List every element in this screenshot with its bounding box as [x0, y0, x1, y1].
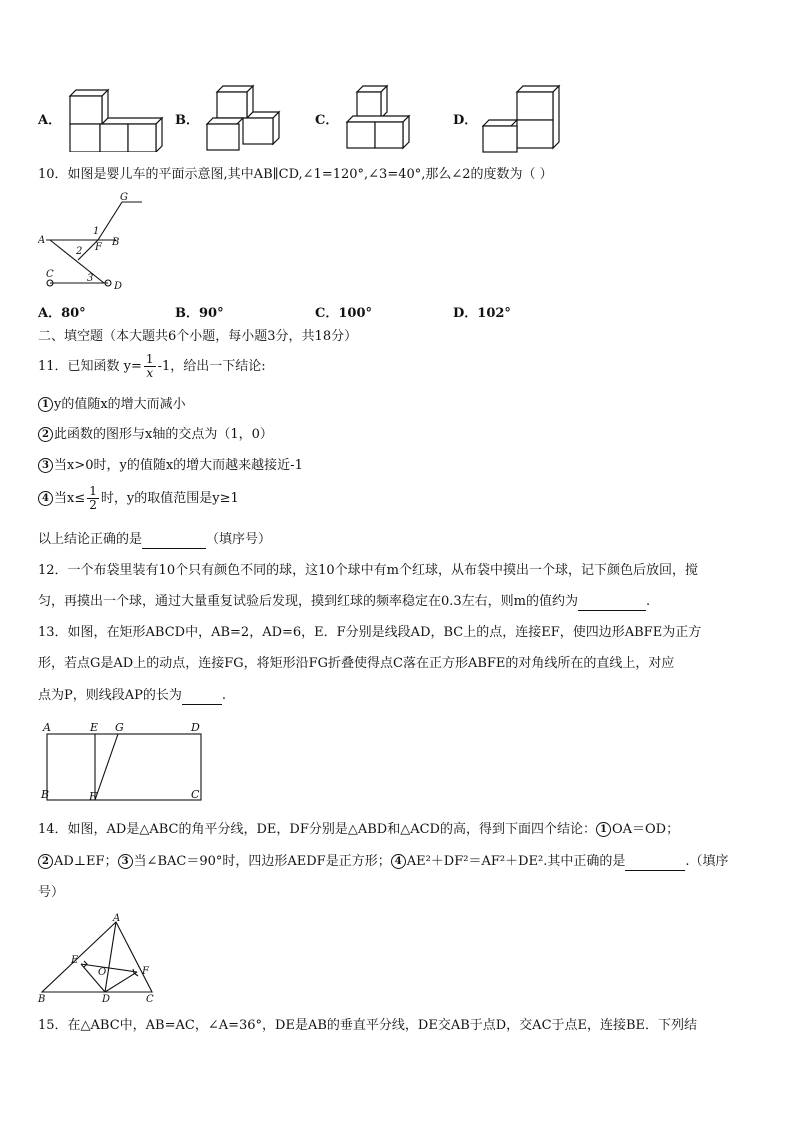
- q12-line-1: 12．一个布袋里装有10个只有颜色不同的球，这10个球中有m个红球，从布袋中摸出一个球，记下颜色后放回，搅: [38, 563, 698, 578]
- q10-label-c: C: [46, 269, 54, 280]
- q10-option-a: A．80°: [38, 306, 86, 321]
- q9-option-b-cubes: [203, 84, 283, 152]
- q14-line-1: 14．如图，AD是△ABC的角平分线，DE，DF分别是△ABD和△ACD的高，得到下面四个结论： 1 OA＝OD；: [38, 822, 680, 837]
- q13-line-1: 13．如图，在矩形ABCD中，AB=2，AD=6，E．F分别是线段AD，BC上的点，连接EF，使四边形ABFE为正方: [38, 625, 702, 640]
- q11-stem: [38, 351, 266, 383]
- q13-line-3: 点为P，则线段AP的长为 .: [38, 688, 227, 703]
- q13-rectangle-figure: [38, 720, 210, 806]
- q9-option-b-label: B．: [175, 113, 199, 128]
- q10-label-d: D: [114, 281, 123, 292]
- q13-line-2: 形，若点G是AD上的动点，连接FG，将矩形沿FG折叠使得点C落在正方形ABFE的对角线所在的直线上，对应: [38, 656, 675, 671]
- q14-label-a: A: [113, 913, 121, 924]
- q12-line-2: 匀，再摸出一个球，通过大量重复试验后发现，摸到红球的频率稳定在0.3左右，则m的值约为 .: [38, 594, 651, 609]
- q11-answer-blank[interactable]: [142, 530, 206, 549]
- q10-stem: 10．如图是婴儿车的平面示意图,其中AB∥CD,∠1=120°,∠3=40°,那么∠2的度数为（ ）: [38, 167, 553, 182]
- q9-option-c-label: C．: [315, 113, 339, 128]
- q10-label-3: 3: [87, 273, 94, 284]
- q13-answer-blank[interactable]: [182, 686, 222, 705]
- q11-conclusion-3: 3 当x>0时，y的值随x的增大而越来越接近-1: [38, 457, 303, 475]
- q10-label-b: B: [112, 237, 120, 248]
- q14-label-f: F: [142, 966, 149, 977]
- q14-label-c: C: [146, 994, 154, 1004]
- q10-label-g: G: [120, 192, 128, 203]
- q13-label-d: D: [191, 721, 200, 734]
- q15-line-1: 15．在△ABC中，AB=AC，∠A=36°，DE是AB的垂直平分线，DE交AB于点D，交AC于点E，连接BE．下列结: [38, 1018, 698, 1033]
- q10-stroller-figure: [38, 190, 148, 294]
- q9-option-d-label: D．: [453, 113, 478, 128]
- q11-fraction: $\frac{1}{x}$: [145, 352, 154, 380]
- q14-triangle-figure: [36, 912, 162, 1004]
- q13-label-a: A: [43, 721, 51, 734]
- q12-answer-blank[interactable]: [578, 592, 646, 611]
- q10-option-c: C．100°: [315, 306, 372, 321]
- q10-option-d: D．102°: [453, 306, 511, 321]
- q10-label-a: A: [38, 235, 46, 246]
- q13-label-g: G: [115, 721, 124, 734]
- q10-label-2: 2: [76, 246, 83, 257]
- q9-option-a-label: A．: [38, 113, 62, 128]
- q14-line-2: 2 AD⊥EF； 3 当∠BAC＝90°时，四边形AEDF是正方形； 4 AE²＋DF²＝AF²＋DE².其中正确的是 .（填序: [38, 852, 728, 871]
- q13-label-f: F: [89, 790, 97, 803]
- q9-option-c-cubes: [343, 84, 415, 152]
- q13-label-c: C: [191, 788, 200, 801]
- q11-conclusion-1: 1 y的值随x的增大而减小: [38, 396, 186, 414]
- q9-option-d-cubes: [479, 84, 563, 154]
- q10-label-1: 1: [93, 226, 100, 237]
- q14-label-d: D: [102, 994, 111, 1004]
- q9-option-a-cubes: [66, 88, 166, 152]
- section-2-heading: 二、填空题（本大题共6个小题，每小题3分，共18分）: [38, 329, 358, 344]
- q14-answer-blank[interactable]: [625, 852, 685, 871]
- q11-prefix: 11．已知函数 y=: [38, 359, 142, 374]
- q11-question: 以上结论正确的是 （填序号）: [38, 532, 272, 547]
- q11-conclusion-2: 2 此函数的图形与x轴的交点为（1，0）: [38, 426, 273, 444]
- q14-label-b: B: [38, 994, 46, 1004]
- q14-label-e: E: [71, 955, 79, 966]
- q14-label-o: O: [98, 967, 107, 978]
- q11-suffix: -1，给出一下结论:: [157, 359, 266, 374]
- q11-conclusion-4: 4 当x≤ $\frac{1}{2}$ 时，y的取值范围是y≥1: [38, 481, 239, 517]
- q13-label-b: B: [41, 788, 50, 801]
- q10-label-f: F: [95, 242, 102, 253]
- q14-line-3: 号）: [38, 885, 65, 900]
- q13-label-e: E: [90, 721, 99, 734]
- q10-option-b: B．90°: [175, 306, 224, 321]
